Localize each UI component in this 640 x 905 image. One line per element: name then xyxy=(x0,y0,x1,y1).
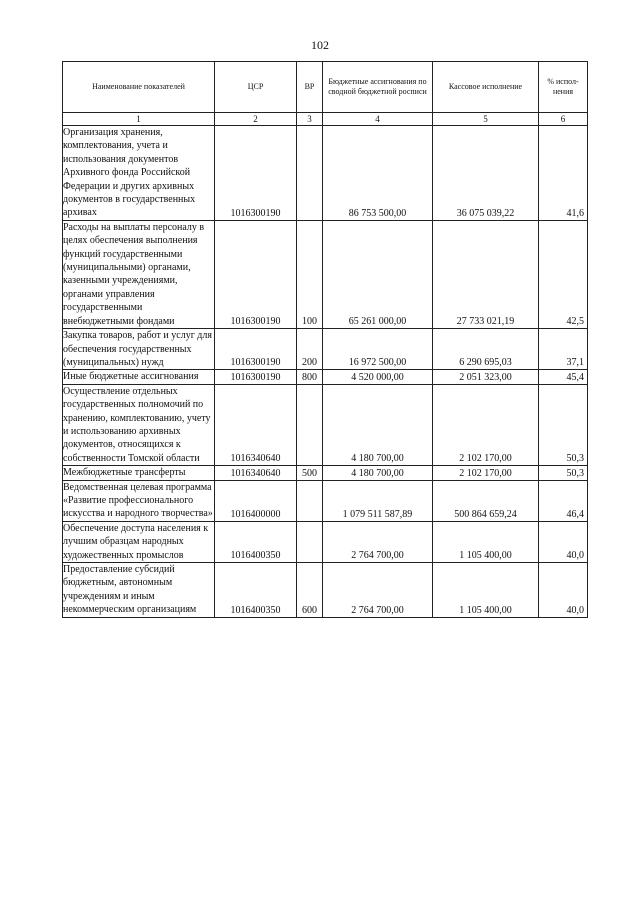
row-vr xyxy=(297,521,323,562)
row-vr: 600 xyxy=(297,563,323,618)
row-percent: 40,0 xyxy=(539,521,588,562)
row-name: Иные бюджетные ассигнования xyxy=(63,370,215,384)
row-percent: 37,1 xyxy=(539,329,588,370)
row-name: Предоставление субсидий бюджетным, автономным учреждениям и иным некоммерческим организациям xyxy=(63,563,215,618)
row-csr: 1016400000 xyxy=(215,480,297,521)
header-csr: ЦСР xyxy=(215,62,297,113)
column-number: 1 xyxy=(63,113,215,126)
row-vr xyxy=(297,480,323,521)
column-number: 2 xyxy=(215,113,297,126)
row-cash: 36 075 039,22 xyxy=(433,126,539,221)
row-csr: 1016300190 xyxy=(215,126,297,221)
row-csr: 1016340640 xyxy=(215,384,297,465)
row-csr: 1016400350 xyxy=(215,521,297,562)
row-vr xyxy=(297,126,323,221)
table-row xyxy=(63,521,588,562)
row-cash: 2 051 323,00 xyxy=(433,370,539,384)
row-percent: 50,3 xyxy=(539,466,588,480)
row-percent: 42,5 xyxy=(539,220,588,328)
header-percent: % испол-нения xyxy=(539,62,588,113)
row-csr: 1016340640 xyxy=(215,466,297,480)
row-assigned: 4 180 700,00 xyxy=(323,466,433,480)
row-vr: 100 xyxy=(297,220,323,328)
row-name: Организация хранения, комплектования, учета и использования документов Архивного фонда Российской Федерации и других архивных документов в государственных архивах xyxy=(63,126,215,221)
row-percent: 41,6 xyxy=(539,126,588,221)
row-name: Расходы на выплаты персоналу в целях обеспечения выполнения функций государственными (муниципальными) органами, казенными учреждениями, органами управления государственными внебюджетными фондами xyxy=(63,220,215,328)
header-cash-execution: Кассовое исполнение xyxy=(433,62,539,113)
row-cash: 2 102 170,00 xyxy=(433,384,539,465)
row-assigned: 86 753 500,00 xyxy=(323,126,433,221)
table-row xyxy=(63,220,588,328)
row-name: Закупка товаров, работ и услуг для обеспечения государственных (муниципальных) нужд xyxy=(63,329,215,370)
row-csr: 1016300190 xyxy=(215,329,297,370)
row-assigned: 4 180 700,00 xyxy=(323,384,433,465)
row-cash: 27 733 021,19 xyxy=(433,220,539,328)
column-number: 6 xyxy=(539,113,588,126)
page-number: 102 xyxy=(311,38,329,52)
table-row xyxy=(63,563,588,618)
table-row xyxy=(63,370,588,384)
row-csr: 1016300190 xyxy=(215,220,297,328)
row-percent: 46,4 xyxy=(539,480,588,521)
column-number: 3 xyxy=(297,113,323,126)
row-cash: 1 105 400,00 xyxy=(433,521,539,562)
row-cash: 6 290 695,03 xyxy=(433,329,539,370)
table-header-row xyxy=(63,62,588,113)
row-name: Межбюджетные трансферты xyxy=(63,466,215,480)
row-vr xyxy=(297,384,323,465)
row-assigned: 4 520 000,00 xyxy=(323,370,433,384)
row-assigned: 2 764 700,00 xyxy=(323,521,433,562)
row-percent: 45,4 xyxy=(539,370,588,384)
column-number: 5 xyxy=(433,113,539,126)
column-number: 4 xyxy=(323,113,433,126)
row-percent: 40,0 xyxy=(539,563,588,618)
row-cash: 500 864 659,24 xyxy=(433,480,539,521)
table-row xyxy=(63,480,588,521)
row-csr: 1016400350 xyxy=(215,563,297,618)
row-percent: 50,3 xyxy=(539,384,588,465)
row-cash: 2 102 170,00 xyxy=(433,466,539,480)
header-vr: ВР xyxy=(297,62,323,113)
row-cash: 1 105 400,00 xyxy=(433,563,539,618)
row-csr: 1016300190 xyxy=(215,370,297,384)
row-vr: 500 xyxy=(297,466,323,480)
table-row xyxy=(63,329,588,370)
row-name: Ведомственная целевая программа «Развитие профессионального искусства и народного творчества» xyxy=(63,481,213,520)
row-assigned: 2 764 700,00 xyxy=(323,563,433,618)
header-assignments: Бюджетные ассигнования по сводной бюджетной росписи xyxy=(323,62,433,113)
table-row xyxy=(63,126,588,221)
row-name: Обеспечение доступа населения к лучшим образцам народных художественных промыслов xyxy=(63,521,215,562)
row-vr: 800 xyxy=(297,370,323,384)
table-row xyxy=(63,466,588,480)
header-name: Наименование показателей xyxy=(63,62,215,113)
row-assigned: 16 972 500,00 xyxy=(323,329,433,370)
row-vr: 200 xyxy=(297,329,323,370)
column-number-row xyxy=(63,113,588,126)
row-name: Осуществление отдельных государственных полномочий по хранению, комплектованию, учету и использованию архивных документов, относящихся к собственности Томской области xyxy=(63,384,215,465)
budget-execution-table xyxy=(62,61,588,618)
table-row xyxy=(63,384,588,465)
row-assigned: 1 079 511 587,89 xyxy=(323,480,433,521)
row-assigned: 65 261 000,00 xyxy=(323,220,433,328)
